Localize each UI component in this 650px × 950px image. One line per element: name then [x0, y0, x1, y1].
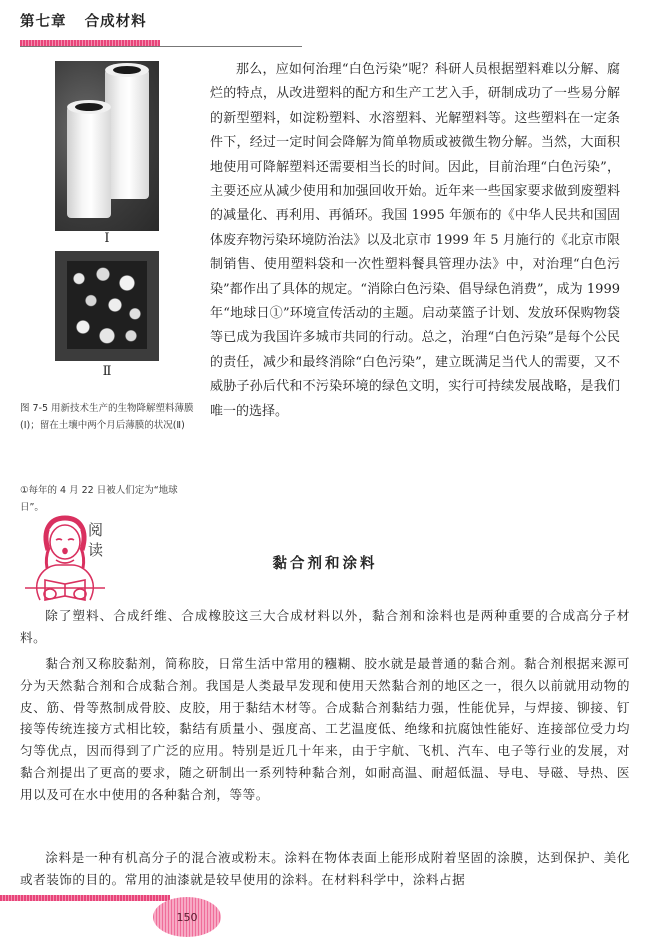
film-roll-back-hole — [113, 66, 141, 74]
chapter-title: 第七章 合成材料 — [20, 14, 147, 30]
film-roll-front — [67, 106, 111, 218]
section-paragraph-1: 除了塑料、合成纤维、合成橡胶这三大合成材料以外，黏合剂和涂料也是两种重要的合成高分子材料。 — [20, 608, 630, 645]
figure-photo-film-rolls — [55, 61, 159, 231]
main-paragraph: 那么，应如何治理“白色污染”呢？科研人员根据塑料难以分解、腐烂的特点，从改进塑料的配方和生产工艺入手，研制成功了一些易分解的新型塑料，如淀粉塑料、水溶塑料、光解塑料等。这些塑料在一定条件下，经过一定时间会降解为简单物质或被微生物分解。当然，大面积地使用可降解塑料还需要相当长的时间。因此，目前治理“白色污染”，主要还应从减少使用和加强回收开始。近年来一些国家要求做到废塑料的减量化、再利用、再循环。我国 1995 年颁布的《中华人民共和国固体废弃物污染环境防治法》以及北京市 1999 年 5 月施行的《北京市限制销售、使用塑料袋和一次性塑料餐具管理办法》中，对治理“白色污染”都作出了具体的规定。“消除白色污染、倡导绿色消费”，成为 1999 年“地球日①”环境宣传活动的主题。启动菜篮子计划、发放环保购物袋等已成为我国许多城市共同的行动。总之，治理“白色污染”是每个公民的责任，减少和最终消除“白色污染”，建立既满足当代人的需要，又不威胁子孙后代和不污染环境的绿色文明，实行可持续发展战略，是我们唯一的选择。 — [210, 62, 620, 419]
page-number-badge — [153, 897, 221, 937]
figure-label-1: Ⅰ — [104, 231, 110, 246]
page-number: 150 — [176, 910, 198, 924]
section-paragraph-2: 黏合剂又称胶黏剂，简称胶，日常生活中常用的糨糊、胶水就是最普通的黏合剂。黏合剂根据来源可分为天然黏合剂和合成黏合剂。我国是人类最早发现和使用天然黏合剂的地区之一，很久以前就用动物的皮、筋、骨等熬制成骨胶、皮胶，用于黏结木材等。合成黏合剂黏结力强，性能优异，与焊接、铆接、钉接等传统连接方式相比较，黏结有质量小、强度高、工艺温度低、绝缘和抗腐蚀性能好、连接部位受力均匀等优点，因而得到了广泛的应用。特别是近几十年来，由于宇航、飞机、汽车、电子等行业的发展，对黏合剂提出了更高的要求，随之研制出一系列特种黏合剂，如耐高温、耐超低温、导电、导磁、导热、医用以及可在水中使用的各种黏合剂，等等。 — [20, 656, 630, 802]
section-title: 黏合剂和涂料 — [272, 555, 378, 572]
header-rule-under — [20, 46, 160, 47]
film-roll-back — [105, 69, 149, 199]
film-roll-front-hole — [75, 103, 103, 111]
section-paragraph-3: 涂料是一种有机高分子的混合液或粉末。涂料在物体表面上能形成附着坚固的涂膜，达到保护、美化或者装饰的目的。常用的油漆就是较早使用的涂料。在材料科学中，涂料占据 — [20, 850, 630, 887]
footnote: ①每年的 4 月 22 日被人们定为“地球日”。 — [20, 485, 178, 513]
degraded-film-fragments — [67, 261, 147, 349]
figure-photo-degraded-film — [55, 251, 159, 361]
figure-caption: 图 7-5 用新技术生产的生物降解塑料薄膜(Ⅰ)；留在土壤中两个月后薄膜的状况(Ⅱ) — [20, 403, 194, 431]
footer-rule-accent — [0, 895, 170, 901]
reading-label: 阅读 — [88, 521, 104, 559]
header-rule — [160, 46, 302, 47]
figure-label-2: Ⅱ — [102, 364, 112, 379]
